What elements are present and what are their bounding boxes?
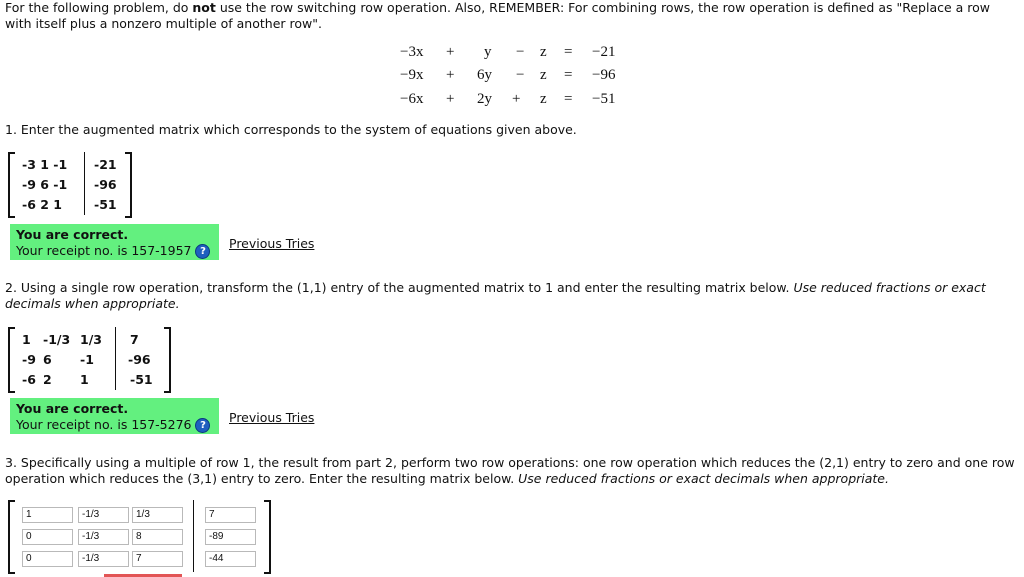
term: 2y bbox=[477, 91, 492, 107]
rhs: −51 bbox=[592, 91, 616, 107]
term: z bbox=[540, 67, 547, 83]
question-3-main: 3. Specifically using a multiple of row 1, the result from part 2, perform two row operations: one row operation which reduces the (2,1) entry to zero and one row operation which reduces the (3,1) entry to zero. Enter the resulting matrix below. bbox=[5, 455, 1015, 486]
term: z bbox=[540, 44, 547, 60]
matrix-cell: -1 bbox=[80, 352, 94, 367]
matrix-input-r3c3[interactable]: 7 bbox=[132, 551, 183, 567]
intro-text-2: use the row switching row operation. Also, REMEMBER: For combining rows, the row operation is defined as "Replace a row with itself plus a nonzero multiple of another row". bbox=[5, 0, 991, 31]
matrix-input-r2c2[interactable]: -1/3 bbox=[78, 529, 129, 545]
matrix-input-r2-rhs[interactable]: -89 bbox=[205, 529, 256, 545]
matrix-left-bracket bbox=[8, 327, 15, 393]
matrix-cell: 1 bbox=[80, 372, 89, 387]
matrix-cell: -96 bbox=[94, 177, 117, 192]
matrix-cell: 1 bbox=[22, 332, 31, 347]
matrix-input-r1c2[interactable]: -1/3 bbox=[78, 507, 129, 523]
augment-divider bbox=[84, 152, 85, 215]
matrix-left-bracket bbox=[8, 500, 15, 574]
matrix-cell: -51 bbox=[94, 197, 117, 212]
term: −6x bbox=[400, 91, 424, 107]
operator: − bbox=[516, 44, 525, 60]
question-3-note: Use reduced fractions or exact decimals when appropriate. bbox=[518, 471, 889, 486]
matrix-cell: -51 bbox=[130, 372, 153, 387]
intro-text-1: For the following problem, do bbox=[5, 0, 193, 15]
matrix-cell: 7 bbox=[130, 332, 139, 347]
operator: + bbox=[512, 91, 521, 107]
correct-feedback bbox=[10, 398, 219, 434]
matrix-cell: 1/3 bbox=[80, 332, 102, 347]
matrix-input-r3-rhs[interactable]: -44 bbox=[205, 551, 256, 567]
matrix-cell: -21 bbox=[94, 157, 117, 172]
augment-divider bbox=[193, 500, 194, 572]
matrix-right-bracket bbox=[164, 327, 171, 393]
matrix-cell: -9 bbox=[22, 352, 36, 367]
matrix-input-r2c3[interactable]: 8 bbox=[132, 529, 183, 545]
matrix-input-r1-rhs[interactable]: 7 bbox=[205, 507, 256, 523]
intro-bold: not bbox=[192, 0, 216, 15]
augment-divider bbox=[115, 327, 116, 390]
equals: = bbox=[564, 67, 573, 83]
term: −9x bbox=[400, 67, 424, 83]
equation-row bbox=[396, 67, 636, 89]
matrix-input-r3c2[interactable]: -1/3 bbox=[78, 551, 129, 567]
matrix-right-bracket bbox=[125, 152, 132, 218]
question-2-note: Use reduced fractions or exact decimals when appropriate. bbox=[5, 280, 986, 311]
term: y bbox=[484, 44, 492, 60]
question-2-main: 2. Using a single row operation, transform the (1,1) entry of the augmented matrix to 1 and enter the resulting matrix below. bbox=[5, 280, 794, 295]
term: 6y bbox=[477, 67, 492, 83]
question-3-text bbox=[5, 455, 1017, 487]
help-icon[interactable]: ? bbox=[195, 244, 210, 259]
receipt-text: Your receipt no. is 157-5276 bbox=[16, 417, 192, 432]
matrix-left-bracket bbox=[8, 152, 15, 218]
matrix-cell: 6 bbox=[43, 352, 52, 367]
rhs: −21 bbox=[592, 44, 616, 60]
equation-row bbox=[396, 44, 636, 66]
matrix-input-r3c1[interactable]: 0 bbox=[22, 551, 73, 567]
operator: + bbox=[446, 44, 455, 60]
equals: = bbox=[564, 91, 573, 107]
problem-intro bbox=[5, 0, 1015, 32]
equation-row bbox=[396, 91, 636, 113]
matrix-cell: -1/3 bbox=[43, 332, 71, 347]
matrix-input-r1c3[interactable]: 1/3 bbox=[132, 507, 183, 523]
question-2-text bbox=[5, 280, 1017, 312]
rhs: −96 bbox=[592, 67, 616, 83]
matrix-cell: 2 bbox=[43, 372, 52, 387]
question-1-text: 1. Enter the augmented matrix which corresponds to the system of equations given above. bbox=[5, 122, 577, 137]
previous-tries-link[interactable]: Previous Tries bbox=[229, 236, 315, 251]
equals: = bbox=[564, 44, 573, 60]
matrix-input-r2c1[interactable]: 0 bbox=[22, 529, 73, 545]
matrix-cell: -6 2 1 bbox=[22, 197, 62, 212]
matrix-cell: -3 1 -1 bbox=[22, 157, 68, 172]
matrix-right-bracket bbox=[264, 500, 271, 574]
correct-feedback bbox=[10, 224, 219, 260]
term: −3x bbox=[400, 44, 424, 60]
operator: − bbox=[516, 67, 525, 83]
operator: + bbox=[446, 67, 455, 83]
term: z bbox=[540, 91, 547, 107]
status-text: You are correct. bbox=[16, 227, 129, 242]
receipt-text: Your receipt no. is 157-1957 bbox=[16, 243, 192, 258]
operator: + bbox=[446, 91, 455, 107]
matrix-cell: -6 bbox=[22, 372, 36, 387]
previous-tries-link[interactable]: Previous Tries bbox=[229, 410, 315, 425]
help-icon[interactable]: ? bbox=[195, 418, 210, 433]
matrix-cell: -9 6 -1 bbox=[22, 177, 68, 192]
status-text: You are correct. bbox=[16, 401, 129, 416]
matrix-input-r1c1[interactable]: 1 bbox=[22, 507, 73, 523]
matrix-cell: -96 bbox=[128, 352, 151, 367]
